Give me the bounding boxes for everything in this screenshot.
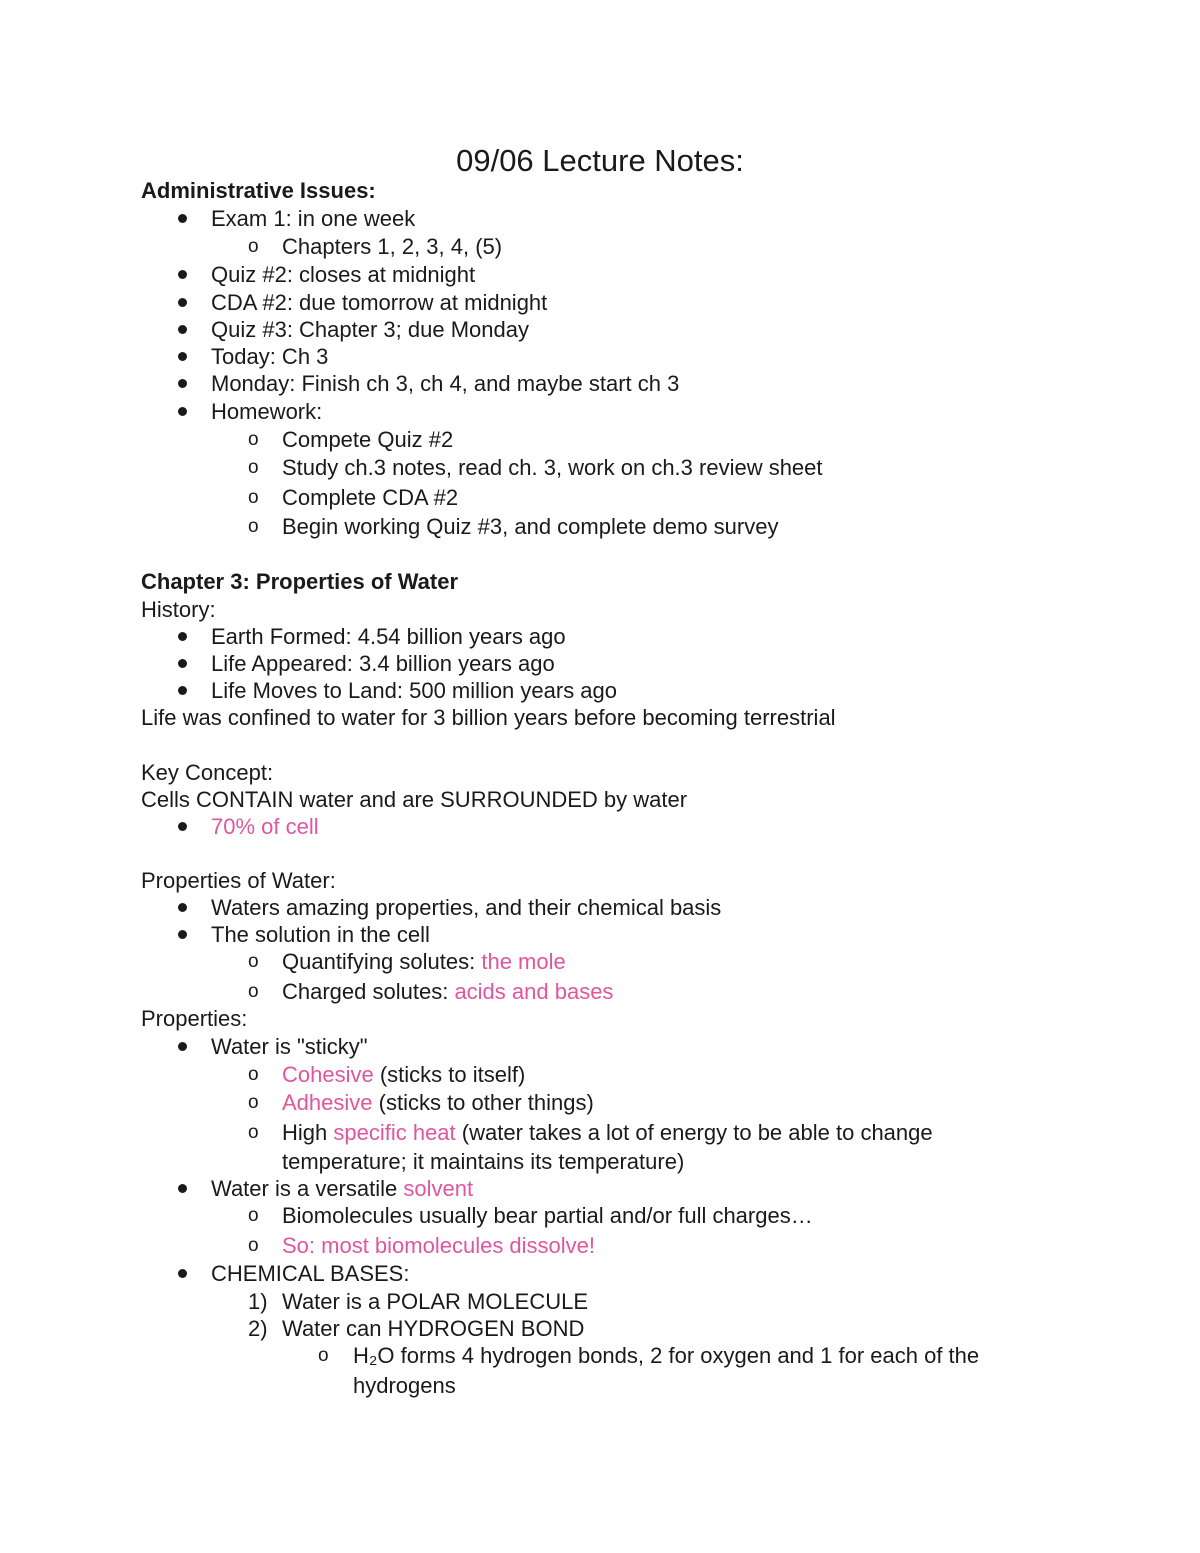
list-item: Study ch.3 notes, read ch. 3, work on ch.3 review sheet (282, 455, 823, 480)
history-label: History: (141, 597, 216, 622)
list-item: Exam 1: in one week (211, 206, 416, 231)
number-marker: 1) (248, 1289, 268, 1314)
circle-bullet-icon: o (248, 429, 259, 450)
list-item: CDA #2: due tomorrow at midnight (211, 290, 548, 315)
highlight-text: acids and bases (454, 979, 614, 1004)
list-item (282, 1089, 594, 1117)
list-item: Biomolecules usually bear partial and/or full charges… (282, 1203, 813, 1228)
list-item: Earth Formed: 4.54 billion years ago (211, 624, 566, 649)
list-item (282, 948, 566, 976)
list-item: Chapters 1, 2, 3, 4, (5) (282, 234, 503, 259)
circle-bullet-icon: o (248, 981, 259, 1002)
circle-bullet-icon: o (248, 516, 259, 537)
circle-bullet-icon: o (248, 487, 259, 508)
bullet-icon (178, 686, 187, 695)
paragraph: Cells CONTAIN water and are SURROUNDED by water (141, 787, 688, 812)
highlight-text: Cohesive (282, 1062, 374, 1087)
list-item: Life Moves to Land: 500 million years ago (211, 678, 618, 703)
bullet-icon (178, 659, 187, 668)
list-item: Begin working Quiz #3, and complete demo survey (282, 514, 779, 539)
list-item: Water is "sticky" (211, 1034, 368, 1059)
list-item (211, 1175, 473, 1203)
paragraph: Life was confined to water for 3 billion years before becoming terrestrial (141, 705, 836, 730)
bullet-icon (178, 298, 187, 307)
circle-bullet-icon: o (248, 457, 259, 478)
highlight-text: solvent (403, 1176, 474, 1201)
list-item (282, 1119, 933, 1147)
list-item: Homework: (211, 399, 323, 424)
highlight-text: specific heat (333, 1120, 456, 1145)
bullet-icon (178, 903, 187, 912)
highlight-text: the mole (481, 949, 566, 974)
list-item: H₂O forms 4 hydrogen bonds, 2 for oxygen and 1 for each of the (353, 1343, 980, 1368)
text: Water is a versatile (211, 1176, 404, 1201)
bullet-icon (178, 379, 187, 388)
circle-bullet-icon: o (248, 951, 259, 972)
list-item: Monday: Finish ch 3, ch 4, and maybe start ch 3 (211, 371, 680, 396)
bullet-icon (178, 407, 187, 416)
list-item: Life Appeared: 3.4 billion years ago (211, 651, 555, 676)
bullet-icon (178, 214, 187, 223)
circle-bullet-icon: o (248, 1064, 259, 1085)
bullet-icon (178, 325, 187, 334)
text: (water takes a lot of energy to be able to change (455, 1120, 933, 1145)
text: Charged solutes: (282, 979, 455, 1004)
list-item: Compete Quiz #2 (282, 427, 454, 452)
admin-heading: Administrative Issues: (141, 178, 376, 203)
bullet-icon (178, 1269, 187, 1278)
highlight-text: Adhesive (282, 1090, 373, 1115)
circle-bullet-icon: o (248, 1122, 259, 1143)
bullet-icon (178, 930, 187, 939)
list-item: Today: Ch 3 (211, 344, 329, 369)
circle-bullet-icon: o (248, 1235, 259, 1256)
highlight-text: 70% of cell (211, 814, 319, 839)
circle-bullet-icon: o (248, 1205, 259, 1226)
number-marker: 2) (248, 1316, 268, 1341)
properties-label: Properties: (141, 1006, 248, 1031)
list-item-continuation: temperature; it maintains its temperature) (282, 1149, 685, 1174)
bullet-icon (178, 1184, 187, 1193)
bullet-icon (178, 1042, 187, 1051)
chapter-heading: Chapter 3: Properties of Water (141, 569, 459, 594)
list-item (282, 978, 613, 1006)
bullet-icon (178, 352, 187, 361)
list-item: CHEMICAL BASES: (211, 1261, 410, 1286)
circle-bullet-icon: o (318, 1345, 329, 1366)
text: (sticks to itself) (373, 1062, 526, 1087)
list-item: Water is a POLAR MOLECULE (282, 1289, 589, 1314)
key-concept-label: Key Concept: (141, 760, 274, 785)
list-item: Water can HYDROGEN BOND (282, 1316, 585, 1341)
list-item: Waters amazing properties, and their chemical basis (211, 895, 722, 920)
bullet-icon (178, 270, 187, 279)
properties-of-water-label: Properties of Water: (141, 868, 336, 893)
list-item: The solution in the cell (211, 922, 430, 947)
bullet-icon (178, 822, 187, 831)
list-item: Quiz #3: Chapter 3; due Monday (211, 317, 529, 342)
circle-bullet-icon: o (248, 236, 259, 257)
circle-bullet-icon: o (248, 1092, 259, 1113)
highlight-text: So: most biomolecules dissolve! (282, 1233, 596, 1258)
text: Quantifying solutes: (282, 949, 482, 974)
bullet-icon (178, 632, 187, 641)
list-item: Quiz #2: closes at midnight (211, 262, 476, 287)
page-title: 09/06 Lecture Notes: (456, 143, 744, 178)
list-item-continuation: hydrogens (353, 1373, 456, 1398)
list-item (282, 1061, 525, 1089)
list-item: Complete CDA #2 (282, 485, 459, 510)
text: High (282, 1120, 334, 1145)
text: (sticks to other things) (372, 1090, 594, 1115)
